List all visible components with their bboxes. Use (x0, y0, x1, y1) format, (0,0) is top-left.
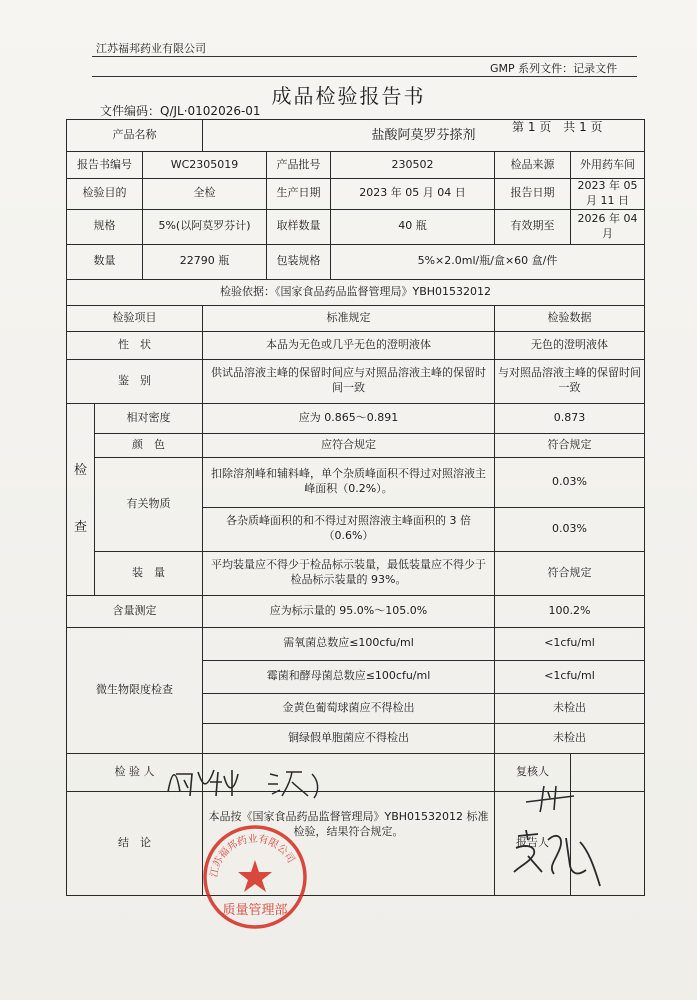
product-name-label: 产品名称 (67, 120, 203, 152)
related-result-2: 0.03% (495, 507, 645, 551)
test-basis: 检验依据：《国家食品药品监督管理局》YBH01532012 (67, 279, 645, 305)
identification-result: 与对照品溶液主峰的保留时间一致 (495, 359, 645, 403)
identification-standard: 供试品溶液主峰的保留时间应与对照品溶液主峰的保留时间一致 (203, 359, 495, 403)
expiry-label: 有效期至 (495, 209, 571, 244)
microbial-limit-label: 微生物限度检查 (67, 627, 203, 753)
conclusion-label: 结 论 (67, 791, 203, 895)
fill-standard: 平均装量应不得少于检品标示装量，最低装量应不得少于检品标示装量的 93%。 (203, 551, 495, 595)
gmp-label: GMP 系列文件：记录文件 (490, 62, 618, 75)
col-header-item: 检验项目 (67, 305, 203, 331)
micro-result-2: <1cfu/ml (495, 660, 645, 693)
appearance-standard: 本品为无色或几乎无色的澄明液体 (203, 331, 495, 359)
quantity: 22790 瓶 (143, 244, 267, 279)
report-date-label: 报告日期 (495, 179, 571, 210)
micro-standard-3: 金黄色葡萄球菌应不得检出 (203, 693, 495, 723)
header-rule (92, 56, 637, 57)
related-standard-2: 各杂质峰面积的和不得过对照溶液主峰面积的 3 倍（0.6%） (203, 507, 495, 551)
seal-bottom-text: 质量管理部 (222, 903, 288, 918)
document-number: 文件编码：Q/JL·0102026-01 (100, 104, 261, 118)
assay-result: 100.2% (495, 595, 645, 627)
seal-top-text: 江苏福邦药业有限公司 (208, 833, 297, 879)
reviewer-signature-cell (571, 753, 645, 791)
spec-label: 规格 (67, 209, 143, 244)
purpose-label: 检验目的 (67, 179, 143, 210)
density-label: 相对密度 (95, 403, 203, 433)
packing-label: 包装规格 (267, 244, 331, 279)
fill-result: 符合规定 (495, 551, 645, 595)
reporter-signature-cell (571, 791, 645, 895)
source-label: 检品来源 (495, 152, 571, 179)
micro-standard-4: 铜绿假单胞菌应不得检出 (203, 723, 495, 753)
micro-result-1: <1cfu/ml (495, 627, 645, 660)
fill-label: 装 量 (95, 551, 203, 595)
page-title: 成品检验报告书 (271, 84, 426, 108)
color-label: 颜 色 (95, 433, 203, 457)
micro-result-4: 未检出 (495, 723, 645, 753)
assay-standard: 应为标示量的 95.0%～105.0% (203, 595, 495, 627)
spec: 5%(以阿莫罗芬计) (143, 209, 267, 244)
micro-result-3: 未检出 (495, 693, 645, 723)
company-name: 江苏福邦药业有限公司 (96, 42, 206, 55)
purpose: 全检 (143, 179, 267, 210)
assay-label: 含量测定 (67, 595, 203, 627)
quantity-label: 数量 (67, 244, 143, 279)
expiry: 2026 年 04 月 (571, 209, 645, 244)
reviewer-label: 复核人 (495, 753, 571, 791)
appearance-result: 无色的澄明液体 (495, 331, 645, 359)
related-result-1: 0.03% (495, 457, 645, 507)
density-standard: 应为 0.865～0.891 (203, 403, 495, 433)
inspector-label: 检 验 人 (67, 753, 203, 791)
header-rule-2 (92, 76, 637, 77)
sample-qty-label: 取样数量 (267, 209, 331, 244)
sample-qty: 40 瓶 (331, 209, 495, 244)
reporter-label: 报告人 (495, 791, 571, 895)
col-header-result: 检验数据 (495, 305, 645, 331)
batch: 230502 (331, 152, 495, 179)
source: 外用药车间 (571, 152, 645, 179)
col-header-standard: 标准规定 (203, 305, 495, 331)
identification-label: 鉴 别 (67, 359, 203, 403)
report-no-label: 报告书编号 (67, 152, 143, 179)
report-table (66, 119, 645, 896)
product-name: 盐酸阿莫罗芬搽剂 (203, 120, 645, 152)
micro-standard-2: 霉菌和酵母菌总数应≤100cfu/ml (203, 660, 495, 693)
mfg-date-label: 生产日期 (267, 179, 331, 210)
page-info: 第 1 页 共 1 页 (512, 120, 603, 134)
inspector-signature-cell (203, 753, 495, 791)
conclusion-text: 本品按《国家食品药品监督管理局》YBH01532012 标准检验，结果符合规定。 (203, 791, 495, 895)
color-result: 符合规定 (495, 433, 645, 457)
check-group-label (67, 403, 95, 595)
check-label-bottom: 查 (73, 520, 87, 536)
appearance-label: 性 状 (67, 331, 203, 359)
related-standard-1: 扣除溶剂峰和辅料峰，单个杂质峰面积不得过对照溶液主峰面积（0.2%）。 (203, 457, 495, 507)
report-date: 2023 年 05 月 11 日 (571, 179, 645, 210)
color-standard: 应符合规定 (203, 433, 495, 457)
micro-standard-1: 需氧菌总数应≤100cfu/ml (203, 627, 495, 660)
packing: 5%×2.0ml/瓶/盒×60 盒/件 (331, 244, 645, 279)
report-no: WC2305019 (143, 152, 267, 179)
mfg-date: 2023 年 05 月 04 日 (331, 179, 495, 210)
related-substances-label: 有关物质 (95, 457, 203, 551)
density-result: 0.873 (495, 403, 645, 433)
batch-label: 产品批号 (267, 152, 331, 179)
check-label-top: 检 (73, 462, 87, 478)
